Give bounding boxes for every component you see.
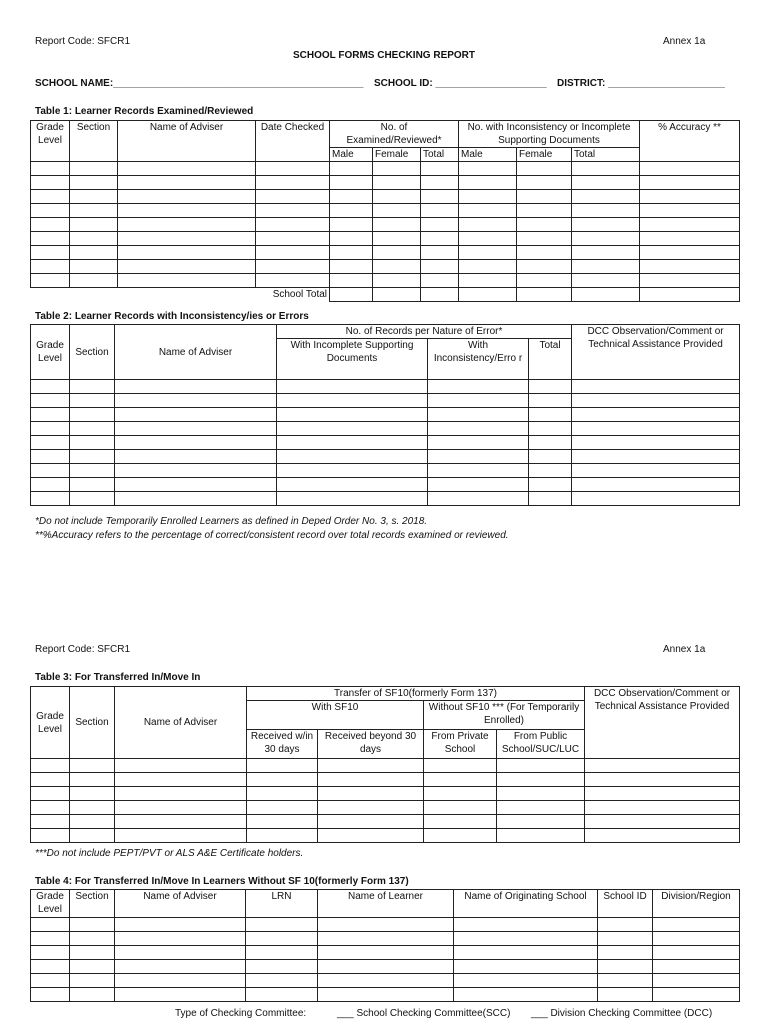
page-title: SCHOOL FORMS CHECKING REPORT: [292, 50, 476, 61]
table4-caption: Table 4: For Transferred In/Move In Learners Without SF 10(formerly Form 137): [35, 876, 409, 887]
t3-header-received-30: Received w/in 30 days: [247, 730, 318, 759]
t3-header-public: From Public School/SUC/LUC: [497, 730, 585, 759]
table-row[interactable]: [31, 815, 740, 829]
table-row[interactable]: [31, 787, 740, 801]
table-row[interactable]: [31, 988, 740, 1002]
report-code: Report Code: SFCR1: [35, 36, 131, 47]
school-name-field[interactable]: SCHOOL NAME:_____________________________________________: [35, 78, 364, 89]
table-row[interactable]: [31, 773, 740, 787]
table-row[interactable]: [31, 960, 740, 974]
table2-inconsistency-records: [30, 324, 740, 506]
table2-caption: Table 2: Learner Records with Inconsistency/ies or Errors: [35, 311, 309, 322]
t1-header-female: Female: [517, 148, 572, 162]
table-row[interactable]: [31, 829, 740, 843]
table-row[interactable]: [31, 260, 740, 274]
footnote-accuracy: **%Accuracy refers to the percentage of correct/consistent record over total records examined or reviewed.: [35, 530, 509, 541]
table-row[interactable]: [31, 394, 740, 408]
table3-transferred-in: [30, 686, 740, 843]
annex-label: Annex 1a: [663, 36, 706, 47]
t4-header-origin: Name of Originating School: [454, 890, 598, 918]
t2-header-incomplete: With Incomplete Supporting Documents: [277, 339, 428, 380]
t2-header-dcc: DCC Observation/Comment or Technical Assistance Provided: [572, 325, 740, 380]
table-row[interactable]: [31, 422, 740, 436]
footnote-temporarily-enrolled: *Do not include Temporarily Enrolled Learners as defined in Deped Order No. 3, s. 2018.: [35, 516, 428, 527]
t1-header-adviser: Name of Adviser: [118, 121, 256, 162]
t3-header-without-sf10: Without SF10 *** (For Temporarily Enrolled): [424, 701, 585, 730]
table3-caption: Table 3: For Transferred In/Move In: [35, 672, 201, 683]
footnote-pept: ***Do not include PEPT/PVT or ALS A&E Certificate holders.: [35, 848, 304, 859]
t3-header-dcc: DCC Observation/Comment or Technical Assistance Provided: [585, 687, 740, 759]
table-row[interactable]: [31, 946, 740, 960]
table-row[interactable]: [31, 380, 740, 394]
table4-without-sf10: [30, 889, 740, 1002]
t2-header-records: No. of Records per Nature of Error*: [277, 325, 572, 339]
t1-header-date: Date Checked: [256, 121, 330, 162]
t1-header-total: Total: [421, 148, 459, 162]
table-row[interactable]: [31, 246, 740, 260]
t3-header-private: From Private School: [424, 730, 497, 759]
committee-type-label: Type of Checking Committee:: [175, 1008, 307, 1019]
district-field[interactable]: DISTRICT: _____________________: [557, 78, 725, 89]
t4-header-learner: Name of Learner: [318, 890, 454, 918]
t4-header-division: Division/Region: [653, 890, 740, 918]
table-row[interactable]: [31, 190, 740, 204]
report-code: Report Code: SFCR1: [35, 644, 131, 655]
table-row[interactable]: [31, 218, 740, 232]
school-id-field[interactable]: SCHOOL ID: ____________________: [374, 78, 547, 89]
t1-header-female: Female: [373, 148, 421, 162]
table1-caption: Table 1: Learner Records Examined/Reviewed: [35, 106, 254, 117]
table-row[interactable]: [31, 408, 740, 422]
table1-learner-records: [30, 120, 740, 302]
t1-header-accuracy: % Accuracy **: [640, 121, 740, 162]
t1-header-grade: Grade Level: [31, 121, 70, 162]
table-row[interactable]: [31, 974, 740, 988]
table-row[interactable]: [31, 176, 740, 190]
t3-header-adviser: Name of Adviser: [115, 687, 247, 759]
t2-header-inconsistency: With Inconsistency/Erro r: [428, 339, 529, 380]
t1-header-male: Male: [459, 148, 517, 162]
dcc-option[interactable]: ___ Division Checking Committee (DCC): [531, 1008, 713, 1019]
table-row[interactable]: [31, 436, 740, 450]
table-row[interactable]: [31, 801, 740, 815]
t2-header-total: Total: [529, 339, 572, 380]
t2-header-adviser: Name of Adviser: [115, 325, 277, 380]
table-row[interactable]: [31, 204, 740, 218]
t4-header-lrn: LRN: [246, 890, 318, 918]
t1-header-male: Male: [330, 148, 373, 162]
t2-header-section: Section: [70, 325, 115, 380]
t1-header-inconsistency: No. with Inconsistency or Incomplete Supporting Documents: [459, 121, 640, 148]
t3-header-grade: Grade Level: [31, 687, 70, 759]
t1-header-examined: No. of Examined/Reviewed*: [330, 121, 459, 148]
annex-label: Annex 1a: [663, 644, 706, 655]
table-row[interactable]: [31, 918, 740, 932]
t4-header-adviser: Name of Adviser: [115, 890, 246, 918]
t1-header-section: Section: [70, 121, 118, 162]
t4-header-section: Section: [70, 890, 115, 918]
t4-header-grade: Grade Level: [31, 890, 70, 918]
school-total-label: School Total: [272, 289, 327, 300]
table-row[interactable]: [31, 274, 740, 288]
table-row[interactable]: [31, 492, 740, 506]
t3-header-received-beyond: Received beyond 30 days: [318, 730, 424, 759]
scc-option[interactable]: ___ School Checking Committee(SCC): [337, 1008, 511, 1019]
table-row[interactable]: [31, 759, 740, 773]
t3-header-with-sf10: With SF10: [247, 701, 424, 730]
t1-header-total: Total: [572, 148, 640, 162]
table-row[interactable]: [31, 478, 740, 492]
table-row[interactable]: [31, 464, 740, 478]
table-row[interactable]: [31, 162, 740, 176]
table-row[interactable]: [31, 232, 740, 246]
t4-header-school-id: School ID: [598, 890, 653, 918]
t2-header-grade: Grade Level: [31, 325, 70, 380]
table-row[interactable]: [31, 450, 740, 464]
t3-header-section: Section: [70, 687, 115, 759]
t3-header-transfer: Transfer of SF10(formerly Form 137): [247, 687, 585, 701]
table-row[interactable]: [31, 932, 740, 946]
